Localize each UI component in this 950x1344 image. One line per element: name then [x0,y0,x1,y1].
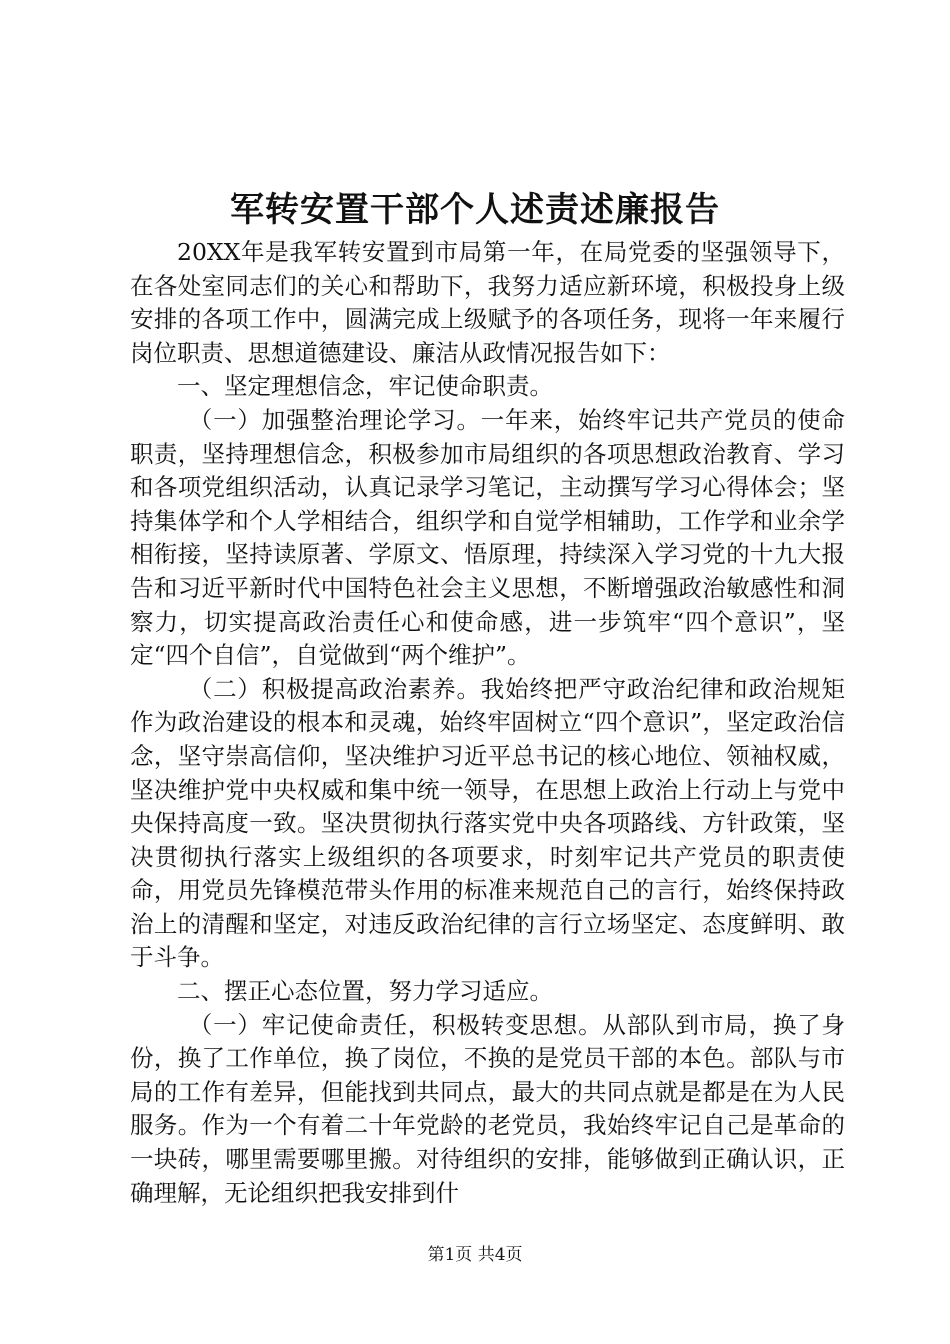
paragraph-2-1: （一）牢记使命责任，积极转变思想。从部队到市局，换了身份，换了工作单位，换了岗位，不换的是党员干部的本色。部队与市局的工作有差异，但能找到共同点，最大的共同点就是都是在为人民服务。作为一个有着二十年党龄的老党员，我始终牢记自己是革命的一块砖，哪里需要哪里搬。对待组织的安排，能够做到正确认识，正确理解，无论组织把我安排到什 [130,1010,845,1207]
paragraph-intro: 20XX年是我军转安置到市局第一年，在局党委的坚强领导下，在各处室同志们的关心和帮助下，我努力适应新环境，积极投身上级安排的各项工作中，圆满完成上级赋予的各项任务，现将一年来履行岗位职责、思想道德建设、廉洁从政情况报告如下： [130,238,845,367]
section-heading-1: 一、坚定理想信念，牢记使命职责。 [177,372,553,401]
section-heading-2: 二、摆正心态位置，努力学习适应。 [177,977,553,1006]
paragraph-1-2: （二）积极提高政治素养。我始终把严守政治纪律和政治规矩作为政治建设的根本和灵魂，始终牢固树立“四个意识”，坚定政治信念，坚守崇高信仰，坚决维护习近平总书记的核心地位、领袖权威，坚决维护党中央权威和集中统一领导，在思想上政治上行动上与党中央保持高度一致。坚决贯彻执行落实党中央各项路线、方针政策，坚决贯彻执行落实上级组织的各项要求，时刻牢记共产党员的职责使命，用党员先锋模范带头作用的标准来规范自己的言行，始终保持政治上的清醒和坚定，对违反政治纪律的言行立场坚定、态度鲜明、敢于斗争。 [130,674,845,972]
paragraph-1-1: （一）加强整治理论学习。一年来，始终牢记共产党员的使命职责，坚持理想信念，积极参加市局组织的各项思想政治教育、学习和各项党组织活动，认真记录学习笔记，主动撰写学习心得体会；坚持集体学和个人学相结合，组织学和自觉学相辅助，工作学和业余学相衔接，坚持读原著、学原文、悟原理，持续深入学习党的十九大报告和习近平新时代中国特色社会主义思想，不断增强政治敏感性和洞察力，切实提高政治责任心和使命感，进一步筑牢“四个意识”，坚定“四个自信”，自觉做到“两个维护”。 [130,405,845,670]
document-title: 军转安置干部个人述责述廉报告 [230,190,720,230]
page-number: 第1页 共4页 [427,1245,523,1265]
document-body [130,236,845,1210]
